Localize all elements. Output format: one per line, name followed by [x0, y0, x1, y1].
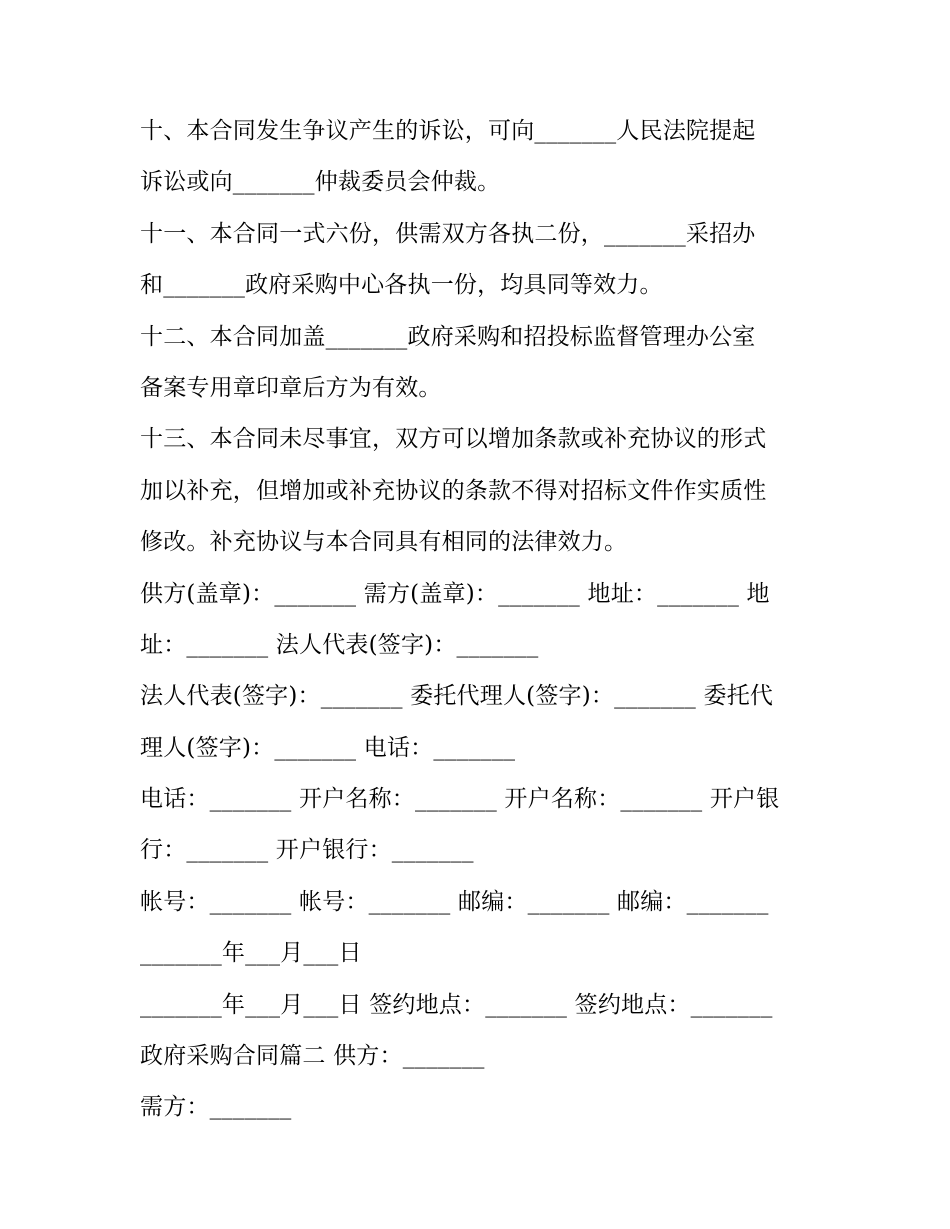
clause-12-line-1: 十二、本合同加盖_______政府采购和招投标监督管理办公室 [140, 323, 756, 350]
next-contract-buyer-line: 需方：_______ [140, 1094, 292, 1121]
clause-13-line-1: 十三、本合同未尽事宜，双方可以增加条款或补充协议的形式 [140, 426, 767, 453]
clause-13-line-3: 修改。补充协议与本合同具有相同的法律效力。 [140, 529, 628, 556]
signature-account-line: 帐号：_______ 帐号：_______ 邮编：_______ 邮编：_______ [140, 888, 769, 915]
clause-10-line-2: 诉讼或向_______仲裁委员会仲裁。 [140, 169, 501, 196]
next-contract-supplier-line: 政府采购合同篇二 供方：_______ [140, 1043, 485, 1070]
clause-10-line-1: 十、本合同发生争议产生的诉讼，可向_______人民法院提起 [140, 118, 756, 144]
signature-date-place-line: _______年___月___日 签约地点：_______ 签约地点：_______ [140, 991, 773, 1018]
signature-date-line-1: _______年___月___日 [140, 940, 362, 967]
signature-seal-address-line-2: 址：_______ 法人代表(签字)：_______ [140, 631, 539, 658]
signature-representative-line-2: 理人(签字)：_______ 电话：_______ [140, 734, 516, 761]
signature-representative-line-1: 法人代表(签字)：_______ 委托代理人(签字)：_______ 委托代 [140, 683, 774, 710]
signature-bank-line-1: 电话：_______ 开户名称：_______ 开户名称：_______ 开户银 [140, 786, 780, 813]
clause-11-line-1: 十一、本合同一式六份，供需双方各执二份，_______采招办 [140, 220, 756, 247]
clause-11-line-2: 和_______政府采购中心各执一份，均具同等效力。 [140, 272, 663, 299]
signature-bank-line-2: 行：_______ 开户银行：_______ [140, 837, 474, 864]
contract-text [140, 106, 820, 1134]
signature-seal-address-line-1: 供方(盖章)：_______ 需方(盖章)：_______ 地址：_______ 地 [140, 580, 770, 607]
clause-13-line-2: 加以补充，但增加或补充协议的条款不得对招标文件作实质性 [140, 477, 767, 504]
clause-12-line-2: 备案专用章印章后方为有效。 [140, 374, 442, 401]
